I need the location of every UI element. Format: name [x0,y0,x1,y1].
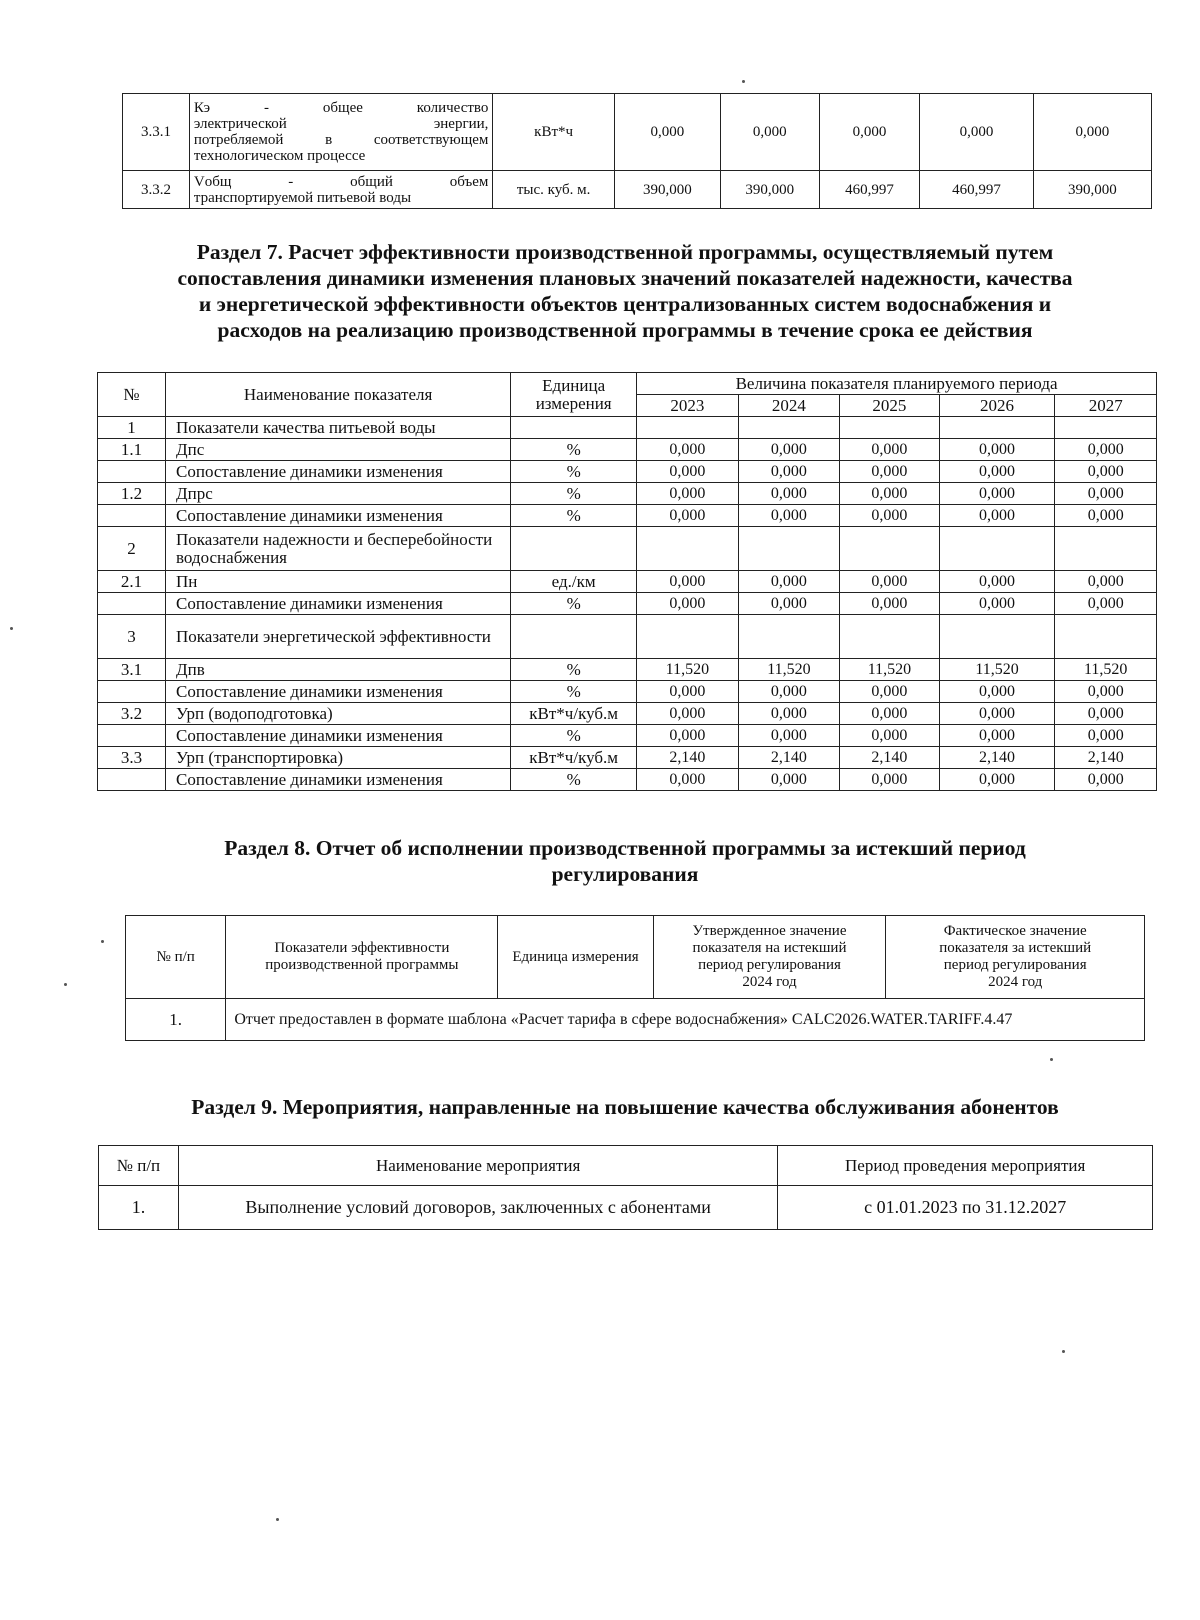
row-number: 1. [126,999,226,1041]
unit-cell: % [511,725,637,747]
scan-speck [101,940,104,943]
header-indicators: Показатели эффективности производственной программы [226,916,498,999]
scan-speck [1062,1350,1065,1353]
table-row [98,571,1157,593]
title-line: расходов на реализацию производственной программы в течение срока ее действия [217,318,1033,342]
row-number [98,593,166,615]
unit-cell: % [511,505,637,527]
efficiency-table [97,372,1157,791]
table-row [98,769,1157,791]
header-year: 2024 [738,395,840,417]
table-row [98,681,1157,703]
header-row [99,1146,1153,1186]
header-num: № п/п [99,1146,179,1186]
value-cell: 0,000 [840,681,940,703]
header-num: № п/п [126,916,226,999]
indicator-name: Пн [166,571,511,593]
row-number: 2 [98,527,166,571]
value-cell: 0,000 [939,571,1055,593]
description-line: технологическом процессе [193,148,366,164]
value-cell: 11,520 [637,659,739,681]
value-cell: 0,000 [637,439,739,461]
value-cell: 0,000 [738,725,840,747]
row-number: 2.1 [98,571,166,593]
scan-speck [1050,1058,1053,1061]
table-row [98,439,1157,461]
scan-speck [742,80,745,83]
value-cell [939,615,1055,659]
indicator-name: Сопоставление динамики изменения [166,461,511,483]
table-row [98,417,1157,439]
value-cell: 0,000 [1055,461,1157,483]
value-cell: 0,000 [637,461,739,483]
value-cell [738,417,840,439]
table-row [98,505,1157,527]
row-number [98,725,166,747]
value-cell: 0,000 [840,593,940,615]
title-line: регулирования [551,862,699,886]
value-cell: 390,000 [1033,171,1151,209]
header-period: Период проведения мероприятия [778,1146,1153,1186]
value-cell: 0,000 [939,505,1055,527]
value-cell: 0,000 [840,505,940,527]
value-cell: 0,000 [1055,505,1157,527]
value-cell [1055,417,1157,439]
value-cell: 0,000 [1055,769,1157,791]
header-unit-line: измерения [535,393,612,413]
scan-speck [10,627,13,630]
value-cell: 0,000 [720,94,819,171]
table-row [98,747,1157,769]
header-line: показателя на истекший [692,940,847,956]
value-cell [738,527,840,571]
row-number [98,461,166,483]
unit-cell [511,417,637,439]
value-cell: 0,000 [939,769,1055,791]
unit-cell: % [511,659,637,681]
value-cell: 0,000 [1033,94,1151,171]
header-row [98,373,1157,395]
value-cell: 0,000 [637,681,739,703]
row-number: 1 [98,417,166,439]
value-cell: 390,000 [720,171,819,209]
value-cell: 0,000 [920,94,1033,171]
indicator-name: Дпс [166,439,511,461]
value-cell: 0,000 [738,505,840,527]
measure-period: с 01.01.2023 по 31.12.2027 [778,1186,1153,1230]
value-cell: 0,000 [637,593,739,615]
header-line: период регулирования [698,957,841,973]
row-number: 3.3.2 [123,171,190,209]
value-cell: 0,000 [738,571,840,593]
value-cell: 0,000 [840,725,940,747]
unit-cell: % [511,769,637,791]
value-cell: 11,520 [1055,659,1157,681]
value-cell: 0,000 [614,94,720,171]
row-number: 3.2 [98,703,166,725]
value-cell: 390,000 [614,171,720,209]
table-row [98,593,1157,615]
value-cell: 0,000 [1055,593,1157,615]
table-continuation [122,93,1152,209]
indicator-name: Сопоставление динамики изменения [166,769,511,791]
header-line: 2024 год [742,974,797,990]
header-line: период регулирования [943,957,1087,973]
value-cell: 11,520 [939,659,1055,681]
row-number: 1.1 [98,439,166,461]
section-8-title [95,835,1155,887]
report-table [125,915,1145,1041]
table-row [98,615,1157,659]
value-cell [738,615,840,659]
unit-cell [511,615,637,659]
value-cell: 0,000 [637,703,739,725]
row-number: 3.3 [98,747,166,769]
value-cell: 0,000 [840,703,940,725]
row-number: 1. [99,1186,179,1230]
indicator-name: Показатели энергетической эффективности [166,615,511,659]
value-cell: 0,000 [1055,483,1157,505]
header-line: Фактическое значение [943,923,1087,939]
value-cell: 0,000 [840,461,940,483]
unit-cell: кВт*ч [493,94,614,171]
table-row [98,703,1157,725]
value-cell: 0,000 [738,439,840,461]
scan-speck [276,1518,279,1521]
value-cell: 0,000 [939,725,1055,747]
table-row [98,659,1157,681]
value-cell: 0,000 [840,769,940,791]
header-actual [886,916,1145,999]
value-cell: 0,000 [840,571,940,593]
indicator-description [189,171,493,209]
section-9-title: Раздел 9. Мероприятия, направленные на повышение качества обслуживания абонентов [191,1095,1059,1119]
header-year: 2025 [840,395,940,417]
value-cell [1055,615,1157,659]
measure-name: Выполнение условий договоров, заключенных с абонентами [178,1186,777,1230]
header-line: показателя за истекший [939,940,1092,956]
table-row [123,171,1152,209]
unit-cell: тыс. куб. м. [493,171,614,209]
value-cell: 0,000 [1055,703,1157,725]
value-cell: 2,140 [939,747,1055,769]
row-number: 3 [98,615,166,659]
value-cell: 0,000 [738,461,840,483]
value-cell: 0,000 [637,483,739,505]
value-cell: 0,000 [637,505,739,527]
indicator-name: Дпрс [166,483,511,505]
value-cell [840,527,940,571]
indicator-name: Показатели качества питьевой воды [166,417,511,439]
header-name: Наименование мероприятия [178,1146,777,1186]
header-approved [653,916,886,999]
header-row [126,916,1145,999]
header-year: 2026 [939,395,1055,417]
indicator-name: Дпв [166,659,511,681]
value-cell: 11,520 [738,659,840,681]
value-cell: 2,140 [738,747,840,769]
header-unit [511,373,637,417]
indicator-name: Показатели надежности и бесперебойности водоснабжения [166,527,511,571]
value-cell: 0,000 [738,681,840,703]
header-name: Наименование показателя [166,373,511,417]
description-line: Vобщ - общий объем [193,173,489,190]
value-cell: 0,000 [840,439,940,461]
indicator-name: Урп (транспортировка) [166,747,511,769]
measures-table [98,1145,1153,1230]
unit-cell: % [511,439,637,461]
value-cell [637,527,739,571]
row-number [98,505,166,527]
value-cell: 0,000 [1055,681,1157,703]
value-cell [1055,527,1157,571]
scan-speck [64,983,67,986]
header-unit: Единица измерения [498,916,653,999]
header-period: Величина показателя планируемого периода [637,373,1157,395]
unit-cell: % [511,681,637,703]
indicator-name: Сопоставление динамики изменения [166,725,511,747]
indicator-name: Сопоставление динамики изменения [166,681,511,703]
header-year: 2023 [637,395,739,417]
unit-cell: % [511,593,637,615]
value-cell: 0,000 [939,593,1055,615]
table-row [126,999,1145,1041]
unit-cell: ед./км [511,571,637,593]
value-cell: 0,000 [819,94,920,171]
value-cell: 0,000 [939,461,1055,483]
title-line: сопоставления динамики изменения плановых значений показателей надежности, качества [177,266,1073,290]
value-cell: 0,000 [637,769,739,791]
description-line: транспортируемой питьевой воды [193,189,412,206]
value-cell: 11,520 [840,659,940,681]
description-line: Кэ - общее количество [193,100,489,116]
header-year: 2027 [1055,395,1157,417]
value-cell: 2,140 [637,747,739,769]
row-number: 1.2 [98,483,166,505]
table-row [98,461,1157,483]
indicator-description [189,94,493,171]
unit-cell: кВт*ч/куб.м [511,747,637,769]
value-cell: 0,000 [1055,571,1157,593]
value-cell [637,417,739,439]
indicator-name: Урп (водоподготовка) [166,703,511,725]
unit-cell: % [511,483,637,505]
table-row [98,725,1157,747]
indicator-name: Сопоставление динамики изменения [166,593,511,615]
value-cell: 0,000 [939,483,1055,505]
value-cell: 0,000 [637,571,739,593]
row-number: 3.3.1 [123,94,190,171]
row-number [98,681,166,703]
value-cell: 0,000 [738,703,840,725]
title-line: Раздел 7. Расчет эффективности производственной программы, осуществляемый путем [196,240,1054,264]
header-line: 2024 год [988,974,1043,990]
description-line: электрической энергии, [193,116,489,132]
indicator-name: Сопоставление динамики изменения [166,505,511,527]
title-line: и энергетической эффективности объектов централизованных систем водоснабжения и [198,292,1052,316]
row-number: 3.1 [98,659,166,681]
table-row [98,527,1157,571]
unit-cell: кВт*ч/куб.м [511,703,637,725]
table-row [123,94,1152,171]
description-line: потребляемой в соответствующем [193,132,489,148]
value-cell: 0,000 [939,703,1055,725]
report-note: Отчет предоставлен в формате шаблона «Расчет тарифа в сфере водоснабжения» CALC2026.WATER.TARIFF.4.47 [226,999,1145,1041]
value-cell: 2,140 [840,747,940,769]
unit-cell [511,527,637,571]
value-cell: 0,000 [939,681,1055,703]
value-cell: 0,000 [939,439,1055,461]
value-cell: 0,000 [738,593,840,615]
row-number [98,769,166,791]
value-cell [840,615,940,659]
value-cell: 460,997 [819,171,920,209]
header-num: № [98,373,166,417]
value-cell: 0,000 [738,769,840,791]
value-cell: 0,000 [738,483,840,505]
value-cell: 460,997 [920,171,1033,209]
section-7-title [95,239,1155,343]
value-cell: 0,000 [1055,725,1157,747]
header-line: Утвержденное значение [692,923,847,939]
value-cell [840,417,940,439]
value-cell [939,527,1055,571]
header-unit-line: Единица [542,375,606,395]
unit-cell: % [511,461,637,483]
value-cell: 0,000 [1055,439,1157,461]
table-row [98,483,1157,505]
title-line: Раздел 8. Отчет об исполнении производственной программы за истекший период [224,836,1026,860]
value-cell [939,417,1055,439]
value-cell: 2,140 [1055,747,1157,769]
value-cell: 0,000 [840,483,940,505]
table-row [99,1186,1153,1230]
value-cell: 0,000 [637,725,739,747]
value-cell [637,615,739,659]
